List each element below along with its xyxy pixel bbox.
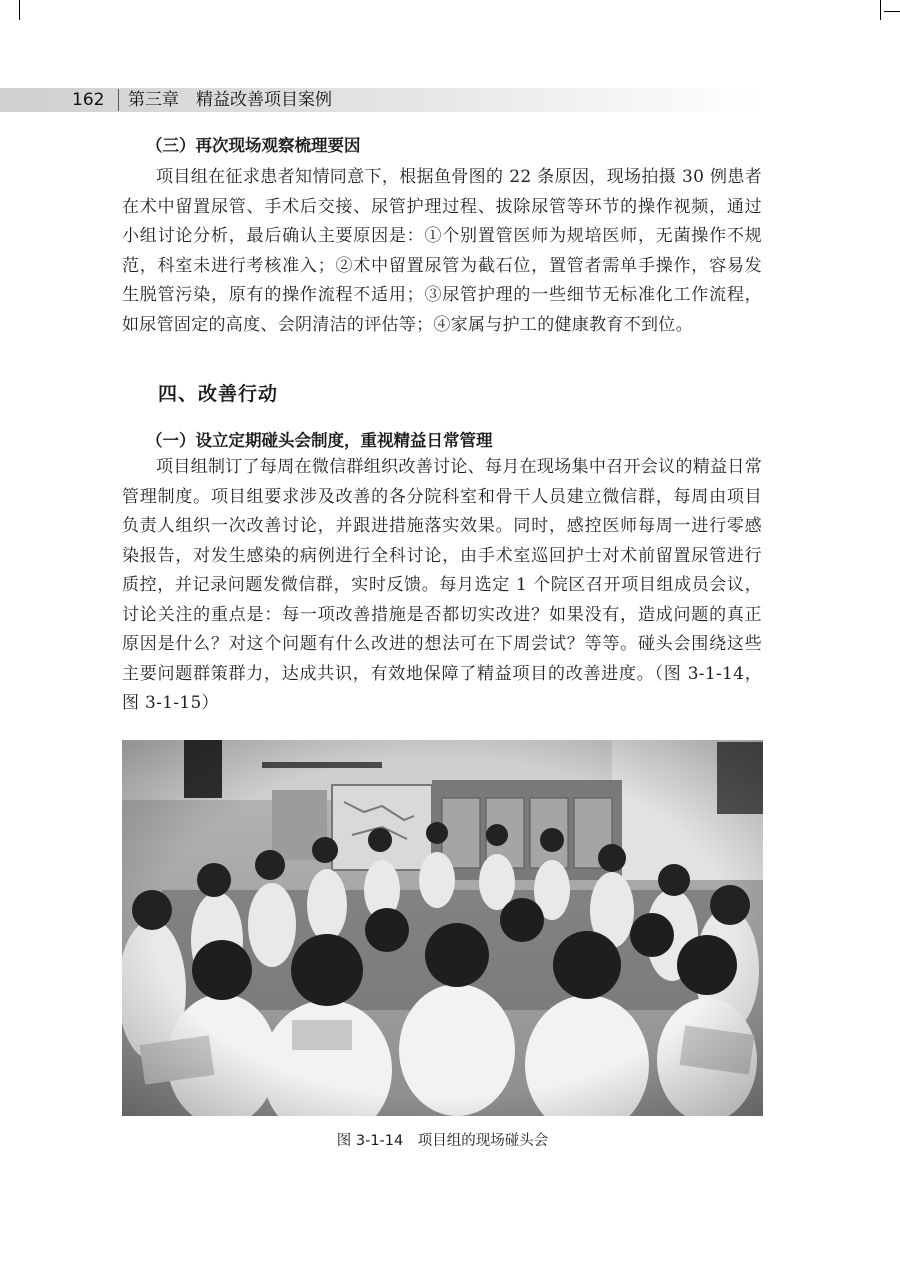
section-heading-improvement-action: 四、改善行动 — [158, 383, 279, 405]
meeting-photo — [122, 740, 763, 1116]
chapter-title: 第三章 精益改善项目案例 — [128, 90, 332, 110]
crop-mark-top-right — [880, 0, 881, 20]
running-head-divider — [118, 89, 119, 111]
subsection-heading-4-1: （一）设立定期碰头会制度，重视精益日常管理 — [146, 431, 493, 450]
crop-mark-top-right-horizontal — [884, 11, 900, 12]
figure-caption: 图 3-1-14 项目组的现场碰头会 — [336, 1133, 549, 1149]
paragraph-meeting-system: 项目组制订了每周在微信群组织改善讨论、每月在现场集中召开会议的精益日常管理制度。项目组要求涉及改善的各分院科室和骨干人员建立微信群，每周由项目负责人组织一次改善讨论，并跟进措施落实效果。同时，感控医师每周一进行零感染报告，对发生感染的病例进行全科讨论，由手术室巡回护士对术前留置尿管进行质控，并记录问题发微信群，实时反馈。每月选定 1 个院区召开项目组成员会议，讨论关注的重点是：每一项改善措施是否都切实改进？如果没有，造成问题的真正原因是什么？对这个问题有什么改进的想法可在下周尝试？等等。碰头会围绕这些主要问题群策群力，达成共识，有效地保障了精益项目的改善进度。（图 3-1-14，图 3-1-15） — [122, 457, 762, 713]
subsection-heading-3: （三）再次现场观察梳理要因 — [146, 136, 361, 155]
crop-mark-top-left — [19, 0, 20, 20]
page-number: 162 — [72, 90, 105, 110]
paragraph-key-causes: 项目组在征求患者知情同意下，根据鱼骨图的 22 条原因，现场拍摄 30 例患者在术中留置尿管、手术后交接、尿管护理过程、拔除尿管等环节的操作视频，通过小组讨论分析，最后确认主要原因是：①个别置管医师为规培医师，无菌操作不规范，科室未进行考核准入；②术中留置尿管为截石位，置管者需单手操作，容易发生脱管污染，原有的操作流程不适用；③尿管护理的一些细节无标准化工作流程，如尿管固定的高度、会阴清洁的评估等；④家属与护工的健康教育不到位。 — [122, 167, 762, 335]
